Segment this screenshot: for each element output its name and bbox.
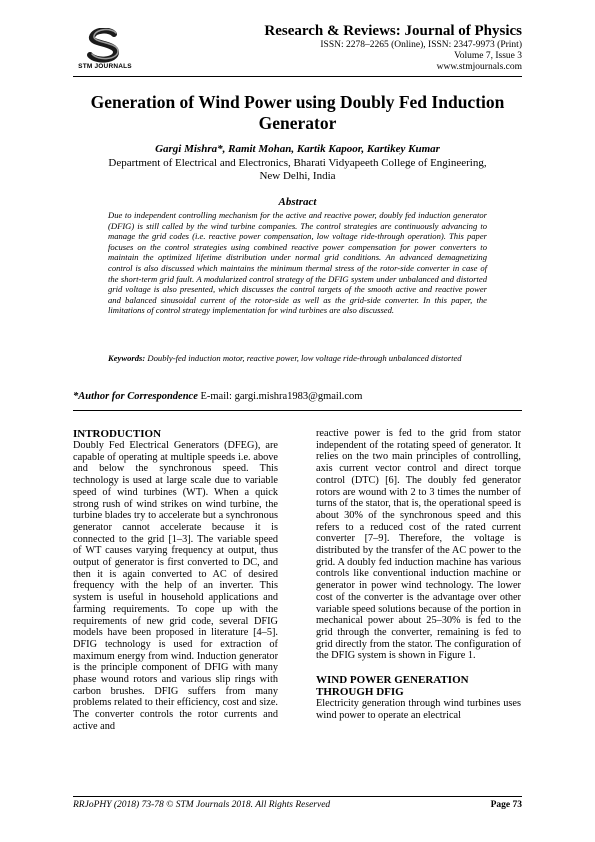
right-column <box>316 428 521 721</box>
introduction-continued-paragraph: reactive power is fed to the grid from stator independent of the rotating speed of generator. It relies on the two main principles of controlling, axis current vector control and direct torque control (DTC) [6]. The doubly fed generator rotors are wound with 2 to 3 times the number of turns of the stator, that is, the operational speed is about 30% of the synchronous speed and this refers to a reduced cost of the rated current converter [7–9]. Therefore, the voltage is distributed by the transfer of the AC power to the grid. A doubly fed induction machine has various controls like conventional induction machine or generator in power wind technology. The lower cost of the converter is the advantage over other variable speed solutions because of the portion in mechanical power about 25–30% is fed to the grid through the converter, remaining is fed to grid directly from the stator. The configuration of the DFIG system is shown in Figure 1. <box>316 428 521 662</box>
paper-authors: Gargi Mishra*, Ramit Mohan, Kartik Kapoor, Kartikey Kumar <box>155 143 440 155</box>
abstract-heading: Abstract <box>278 196 317 208</box>
page-number: Page 73 <box>490 800 522 810</box>
correspondence-email[interactable]: E-mail: gargi.mishra1983@gmail.com <box>200 391 363 402</box>
journal-issn: ISSN: 2278–2265 (Online), ISSN: 2347-9973 (Print) <box>320 40 522 50</box>
keywords <box>108 353 487 364</box>
wind-power-heading: WIND POWER GENERATION THROUGH DFIG <box>316 674 469 699</box>
stm-s-logo-icon <box>70 28 140 64</box>
keywords-label: Keywords: <box>108 353 146 363</box>
header-divider <box>73 76 522 77</box>
correspondence-divider <box>73 410 522 411</box>
logo-text: STM JOURNALS <box>78 63 132 70</box>
introduction-heading: INTRODUCTION <box>73 428 162 440</box>
journal-website[interactable]: www.stmjournals.com <box>436 62 522 72</box>
wind-power-paragraph: Electricity generation through wind turbines uses wind power to operate an electrical <box>316 698 521 721</box>
correspondence <box>73 391 522 402</box>
footer-citation: RRJoPHY (2018) 73-78 © STM Journals 2018. All Rights Reserved <box>73 800 331 810</box>
footer-divider <box>73 796 522 797</box>
abstract-text: Due to independent controlling mechanism for the active and reactive power, doubly fed induction generator (DFIG) is still called by the wind turbine companies. The control strategies are continuously advancing to manage the grid codes (i.e. reactive power compensation, low voltage ride-through operation). This paper focuses on the control strategies using combined reactive power compensation for power converters to maintain the optimized lifetime distribution under normal grid conditions. An advanced demagnetizing control is also discussed which maintains the minimum thermal stress of the rotor-side converter in case of the short-term grid fault. A modularized control strategy of the DFIG system under unbalanced and distorted grid voltage is also presented, which discusses the control targets of the smooth active and reactive power and balanced sinusoidal current of the rotor-side as well as the grid-side converter. In this paper, the limitations of control strategy implementation for wind turbines are also discussed. <box>108 210 487 316</box>
paper-title: Generation of Wind Power using Doubly Fed Induction Generator <box>90 92 505 133</box>
correspondence-label: *Author for Correspondence <box>73 391 198 402</box>
left-column <box>73 428 278 733</box>
paper-affiliation: Department of Electrical and Electronics, Bharati Vidyapeeth College of Engineering, New Delhi, India <box>108 157 487 182</box>
stm-journals-logo <box>70 28 140 72</box>
journal-volume: Volume 7, Issue 3 <box>454 51 522 61</box>
journal-title: Research & Reviews: Journal of Physics <box>264 23 522 39</box>
keywords-text: Doubly-fed induction motor, reactive power, low voltage ride-through unbalanced distorted <box>147 353 462 363</box>
introduction-paragraph: Doubly Fed Electrical Generators (DFEG), are capable of operating at multiple speeds i.e. above and below the synchronous speed. This technology is used at large scale due to variable speed of wind turbines (WT). When a quick strong rush of wind strikes on wind turbine, the turbine blades try to accelerate but a synchronous generator cannot accelerate because it is connected to the grid [1–3]. The variable speed of WT causes varying frequency at output, thus output of generator is first converted to DC, and then it is again converted to AC of desired frequency with the help of an inverter. This system is useful in household applications and farming requirements. To cope up with the requirements of new grid code, several DFIG models have been proposed in literature [4–5]. DFIG technology is used for extraction of maximum energy from wind. Induction generator is the principle component of DFIG with many phase wound rotors and various slip rings with carbon brushes. DFIG suffers from many problems related to their efficiency, cost and size. The converter controls the rotor currents and active and <box>73 440 278 732</box>
journal-info <box>264 22 522 73</box>
